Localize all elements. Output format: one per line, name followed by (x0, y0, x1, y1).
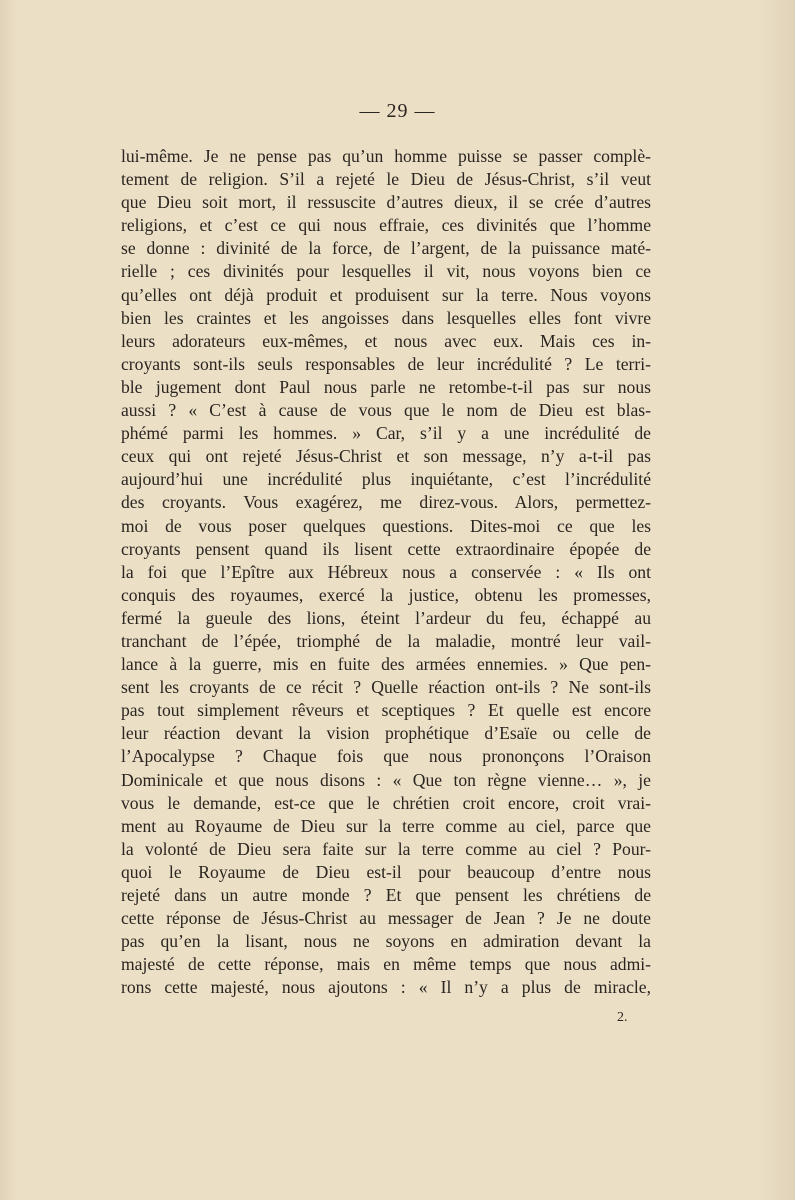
text-line: aujourd’hui une incrédulité plus inquiétante, c’est l’incrédulité (121, 469, 651, 490)
text-line: fermé la gueule des lions, éteint l’ardeur du feu, échappé au (121, 607, 651, 628)
text-line: la foi que l’Epître aux Hébreux nous a conservée : « Ils ont (121, 561, 651, 582)
page-number: — 29 — (359, 100, 436, 122)
text-line: quoi le Royaume de Dieu est-il pour beaucoup d’entre nous (121, 861, 651, 882)
text-line: se donne : divinité de la force, de l’argent, de la puissance maté- (121, 238, 651, 259)
text-line: ble jugement dont Paul nous parle ne retombe-t-il pas sur nous (121, 376, 651, 397)
text-line: tranchant de l’épée, triomphé de la maladie, montré leur vail- (121, 630, 651, 651)
text-line: vous le demande, est-ce que le chrétien croit encore, croit vrai- (121, 792, 651, 813)
text-line: cette réponse de Jésus-Christ au messager de Jean ? Je ne doute (121, 908, 651, 929)
text-line: rejeté dans un autre monde ? Et que pensent les chrétiens de (121, 885, 651, 905)
text-line: religions, et c’est ce qui nous effraie, ces divinités que l’homme (121, 215, 651, 236)
text-line: ceux qui ont rejeté Jésus-Christ et son message, n’y a-t-il pas (121, 446, 651, 467)
text-line: croyants pensent quand ils lisent cette extraordinaire épopée de (121, 538, 651, 559)
body-text (121, 145, 651, 999)
text-line: lui-même. Je ne pense pas qu’un homme puisse se passer complè- (121, 146, 651, 166)
text-line: lance à la guerre, mis en fuite des armées ennemies. » Que pen- (121, 654, 651, 675)
text-line: phémé parmi les hommes. » Car, s’il y a une incrédulité de (121, 423, 651, 444)
text-line: des croyants. Vous exagérez, me direz-vous. Alors, permettez- (121, 492, 651, 513)
text-line: aussi ? « C’est à cause de vous que le nom de Dieu est blas- (121, 400, 651, 421)
text-line: moi de vous poser quelques questions. Dites-moi ce que les (121, 515, 651, 536)
text-line: l’Apocalypse ? Chaque fois que nous prononçons l’Oraison (121, 746, 651, 767)
text-line: majesté de cette réponse, mais en même temps que nous admi- (121, 954, 651, 975)
text-line: bien les craintes et les angoisses dans lesquelles elles font vivre (121, 307, 651, 328)
text-line: Dominicale et que nous disons : « Que ton règne vienne… », je (121, 769, 651, 790)
text-line: pas qu’en la lisant, nous ne soyons en admiration devant la (121, 931, 651, 952)
text-line: que Dieu soit mort, il ressuscite d’autres dieux, il se crée d’autres (121, 192, 651, 213)
signature-mark: 2. (617, 1010, 628, 1025)
text-line: sent les croyants de ce récit ? Quelle réaction ont-ils ? Ne sont-ils (121, 677, 651, 698)
text-line: rons cette majesté, nous ajoutons : « Il n’y a plus de miracle, (121, 977, 651, 998)
text-line: la volonté de Dieu sera faite sur la terre comme au ciel ? Pour- (121, 838, 651, 859)
text-line: pas tout simplement rêveurs et sceptiques ? Et quelle est encore (121, 700, 651, 721)
text-line: leur réaction devant la vision prophétique d’Esaïe ou celle de (121, 723, 651, 744)
text-line: ment au Royaume de Dieu sur la terre comme au ciel, parce que (121, 815, 651, 836)
text-line: leurs adorateurs eux-mêmes, et nous avec eux. Mais ces in- (121, 330, 651, 351)
text-line: croyants sont-ils seuls responsables de leur incrédulité ? Le terri- (121, 353, 651, 374)
text-line: qu’elles ont déjà produit et produisent sur la terre. Nous voyons (121, 284, 651, 305)
text-line: conquis des royaumes, exercé la justice, obtenu les promesses, (121, 584, 651, 605)
text-line: tement de religion. S’il a rejeté le Dieu de Jésus-Christ, s’il veut (121, 169, 651, 190)
text-line: rielle ; ces divinités pour lesquelles il vit, nous voyons bien ce (121, 261, 651, 282)
